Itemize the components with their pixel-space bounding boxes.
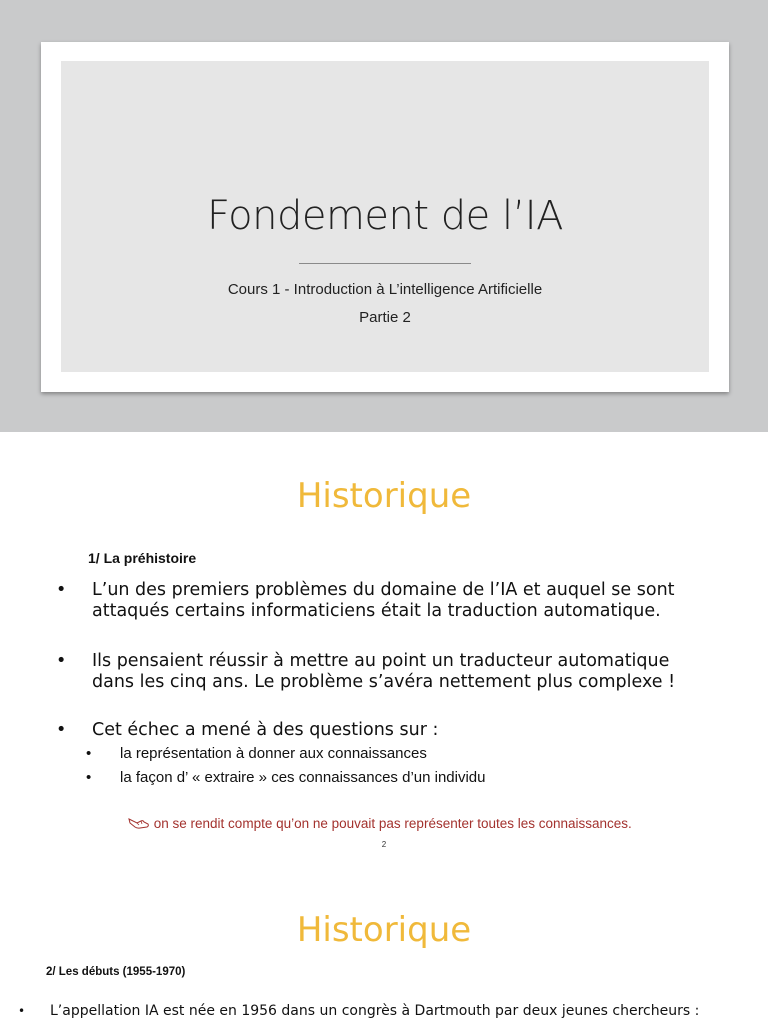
title-panel	[61, 61, 709, 372]
bullet-text: Cet échec a mené à des questions sur :	[92, 720, 439, 740]
slide-1-subtitle: Cours 1 - Introduction à L’intelligence Artificielle	[227, 281, 543, 298]
slide-1	[41, 42, 729, 392]
bullet-item	[18, 1003, 758, 1019]
bullet-marker: •	[56, 720, 67, 740]
section-heading: 2/ Les débuts (1955-1970)	[46, 966, 186, 978]
slide-1-part-label: Partie 2	[359, 309, 411, 326]
slide-3-title: Historique	[296, 910, 472, 950]
sub-bullet-item	[86, 769, 486, 786]
section-heading: 1/ La préhistoire	[88, 550, 197, 566]
bullet-marker: •	[86, 745, 92, 762]
bullet-marker: •	[18, 1004, 26, 1018]
bullet-item	[56, 651, 716, 692]
bullet-item	[56, 580, 716, 621]
note-text: on se rendit compte qu’on ne pouvait pas représenter toutes les connaissances.	[153, 816, 632, 831]
bullet-item	[56, 720, 716, 741]
bullet-marker: •	[56, 580, 67, 600]
pointing-hand-icon	[128, 816, 154, 831]
sub-bullet-text: la représentation à donner aux connaissances	[120, 745, 427, 762]
slide-2-title: Historique	[296, 476, 472, 516]
bullet-text: Ils pensaient réussir à mettre au point un traducteur automatique dans les cinq ans. Le problème s’avéra nettement plus complexe !	[92, 651, 676, 692]
sub-bullet-item	[86, 745, 427, 762]
slide-1-title: Fondement de l’IA	[207, 193, 563, 239]
sub-bullet-text: la façon d’ « extraire » ces connaissances d’un individu	[120, 769, 486, 786]
bullet-marker: •	[86, 769, 92, 786]
bullet-text: L’un des premiers problèmes du domaine de l’IA et auquel se sont attaqués certains informaticiens était la traduction automatique.	[92, 580, 675, 621]
title-divider	[299, 263, 471, 264]
bullet-marker: •	[56, 651, 67, 671]
note	[128, 816, 632, 831]
bullet-text: L’appellation IA est née en 1956 dans un congrès à Dartmouth par deux jeunes chercheurs :	[50, 1003, 700, 1019]
page-number: 2	[381, 840, 387, 849]
